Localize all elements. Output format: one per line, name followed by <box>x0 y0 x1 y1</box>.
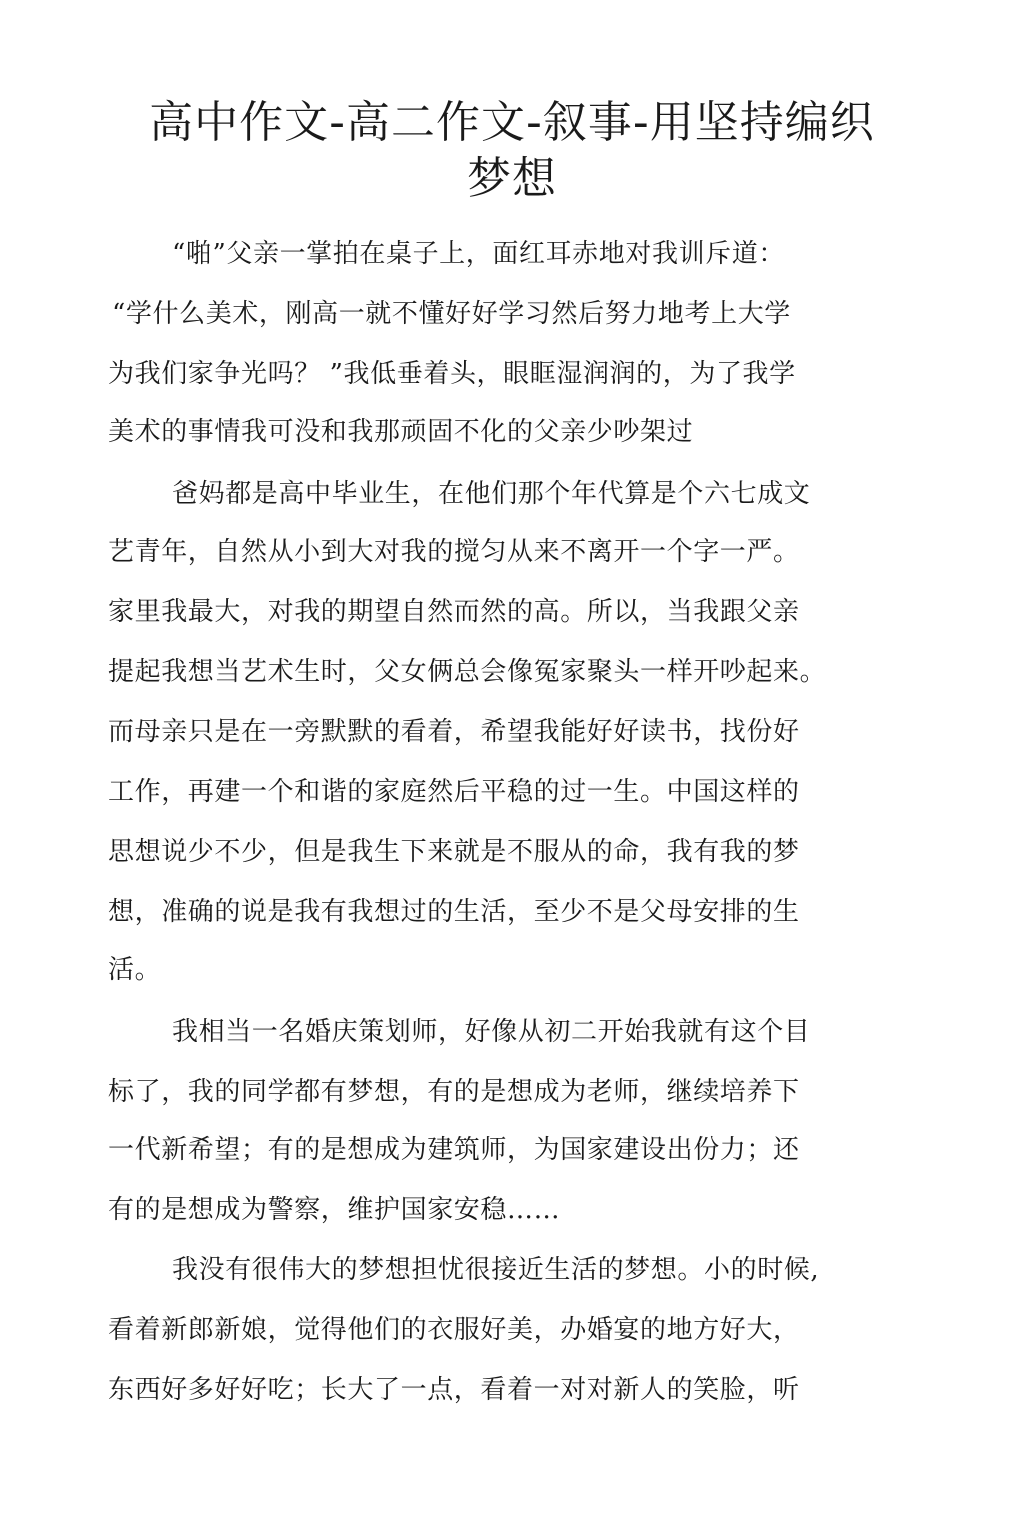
text-line: 活。 <box>108 955 162 985</box>
text-line: 标了，我的同学都有梦想，有的是想成为老师，继续培养下 <box>108 1077 800 1107</box>
text-line: 美术的事情我可没和我那顽固不化的父亲少吵架过 <box>108 417 694 447</box>
text-line: 有的是想成为警察，维护国家安稳…… <box>108 1195 561 1225</box>
text-line: 想，准确的说是我有我想过的生活，至少不是父母安排的生 <box>108 897 800 927</box>
text-line: 看着新郎新娘，觉得他们的衣服好美，办婚宴的地方好大， <box>108 1315 800 1345</box>
text-line: “啪”父亲一掌拍在桌子上，面红耳赤地对我训斥道： <box>172 239 785 269</box>
text-line: 家里我最大，对我的期望自然而然的高。所以，当我跟父亲 <box>108 597 800 627</box>
text-line: 一代新希望；有的是想成为建筑师，为国家建设出份力；还 <box>108 1135 800 1165</box>
text-line: 我相当一名婚庆策划师，好像从初二开始我就有这个目 <box>172 1017 811 1047</box>
text-line: 为我们家争光吗？ ”我低垂着头，眼眶湿润润的，为了我学 <box>108 359 796 389</box>
text-line: “学什么美术，刚高一就不懂好好学习然后努力地考上大学 <box>112 299 791 329</box>
text-line: 爸妈都是高中毕业生，在他们那个年代算是个六七成文 <box>172 479 811 509</box>
text-line: 工作，再建一个和谐的家庭然后平稳的过一生。中国这样的 <box>108 777 800 807</box>
text-line: 思想说少不少，但是我生下来就是不服从的命，我有我的梦 <box>108 837 800 867</box>
text-line: 而母亲只是在一旁默默的看着，希望我能好好读书，找份好 <box>108 717 800 747</box>
text-line: 艺青年，自然从小到大对我的搅匀从来不离开一个字一严。 <box>108 537 800 567</box>
document-title-line-1: 高中作文-高二作文-叙事-用坚持编织 <box>149 97 875 148</box>
text-line: 东西好多好好吃；长大了一点，看着一对对新人的笑脸，听 <box>108 1375 800 1405</box>
text-line: 我没有很伟大的梦想担忧很接近生活的梦想。小的时候, <box>172 1255 820 1285</box>
document-title-line-2: 梦想 <box>467 153 557 204</box>
text-line: 提起我想当艺术生时，父女俩总会像冤家聚头一样开吵起来。 <box>108 657 827 687</box>
